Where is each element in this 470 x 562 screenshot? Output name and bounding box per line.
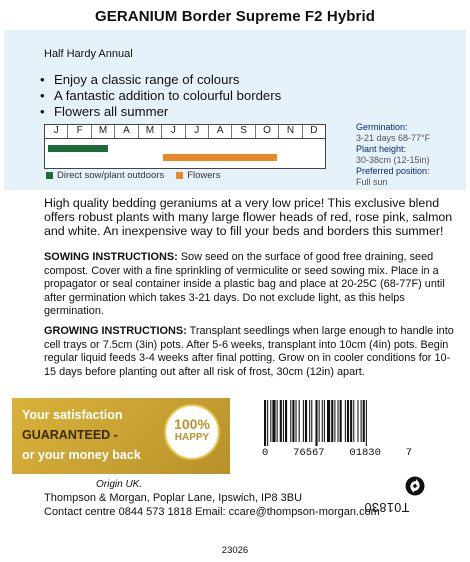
height-value: 30-38cm (12-15in) [356, 154, 430, 165]
barcode-bar [290, 400, 291, 442]
origin-text: Origin UK. [96, 479, 143, 490]
growing-heading: GROWING INSTRUCTIONS: [44, 325, 187, 337]
calendar-month: J [162, 125, 185, 138]
contact-line: Contact centre 0844 573 1818 Email: ccare@thompson-morgan.com [44, 505, 380, 518]
barcode-bar [272, 400, 275, 442]
barcode-bar [303, 400, 304, 442]
calendar-month: A [209, 125, 232, 138]
legend-flowers [176, 170, 220, 181]
legend-sow-swatch [46, 172, 53, 179]
barcode-digit-group: 7 [405, 447, 412, 459]
calendar-month: S [232, 125, 255, 138]
barcode-bar [350, 400, 352, 442]
sowing-instructions [44, 251, 456, 319]
barcode-bar [280, 400, 282, 442]
barcode-bar [347, 400, 349, 442]
badge-word: HAPPY [174, 432, 210, 443]
barcode-bar [361, 400, 362, 442]
growing-instructions [44, 325, 456, 379]
calendar-month: J [186, 125, 209, 138]
guarantee-line-3: or your money back [22, 448, 141, 462]
barcode-bar [366, 400, 367, 446]
barcode-bar [331, 400, 333, 442]
calendar-month: D [310, 125, 318, 136]
sow-period-bar [48, 145, 108, 152]
product-description: High quality bedding geraniums at a very low price! This exclusive blend offers robust plants with many large flower heads of red, rose pink, salmon and white. An inexpensive way to fill your beds and borders this summer! [44, 196, 453, 239]
germination-label: Germination: [356, 122, 408, 132]
barcode-digit-group: 01830 [349, 447, 381, 459]
barcode-bar [296, 400, 297, 442]
flower-period-bar [163, 154, 278, 161]
calendar-month: O [256, 125, 279, 138]
calendar-month: M [139, 125, 162, 138]
feature-item: • A fantastic addition to colourful borders [40, 88, 281, 104]
legend-sow [46, 170, 164, 181]
height-label: Plant height: [356, 144, 407, 154]
sowing-text: Sow seed on the surface of good free draining, seed compost. Cover with a fine sprinkling of vermiculite or seed sowing mix. Place in a propagator or seal container inside a plastic bag and place at 20-25C (68-77F) until after germination which takes 3-21 days. Do not exclude light, as this helps germination. [44, 251, 445, 318]
barcode-bar [340, 400, 342, 442]
position-value: Full sun [356, 176, 388, 187]
barcode-digits [262, 447, 412, 459]
barcode-bar [309, 400, 310, 442]
calendar-months [45, 125, 325, 139]
barcode-bar [311, 400, 312, 442]
barcode-bar [299, 400, 300, 442]
legend-flowers-swatch [176, 172, 183, 179]
barcode-bar [338, 400, 339, 442]
sowing-heading: SOWING INSTRUCTIONS: [44, 251, 178, 263]
calendar-month: N [279, 125, 302, 138]
barcode-bar [334, 400, 335, 442]
feature-list [40, 72, 281, 120]
calendar-month: A [115, 125, 138, 138]
badge-percent: 100% [174, 416, 210, 432]
barcode-bar [327, 400, 330, 442]
barcode [264, 400, 410, 446]
guarantee-line-2: GUARANTEED - [22, 428, 118, 442]
barcode-bar [270, 400, 271, 442]
legend-sow-label: Direct sow/plant outdoors [57, 170, 165, 181]
address-line: Thompson & Morgan, Poplar Lane, Ipswich, IP8 3BU [44, 492, 303, 504]
guarantee-line-1: Your satisfaction [22, 408, 123, 422]
position-label: Preferred position: [356, 166, 430, 176]
feature-item: • Enjoy a classic range of colours [40, 72, 281, 88]
barcode-bar [292, 400, 294, 442]
guarantee-banner [12, 398, 230, 474]
calendar-month: F [68, 125, 91, 138]
feature-item: • Flowers all summer [40, 104, 281, 120]
happy-badge [164, 404, 220, 460]
barcode-bar [315, 400, 317, 446]
plant-type: Half Hardy Annual [44, 48, 133, 60]
page-title: GERANIUM Border Supreme F2 Hybrid [94, 8, 375, 25]
barcode-bar [285, 400, 287, 442]
germination-value: 3-21 days 68-77°F [356, 132, 431, 143]
barcode-bar [319, 400, 320, 442]
barcode-bar [264, 400, 266, 446]
calendar-month: M [92, 125, 115, 138]
barcode-bar [353, 400, 354, 442]
barcode-bar [277, 400, 278, 442]
barcode-bar [357, 400, 358, 442]
growing-text: Transplant seedlings when large enough to handle into cell trays or 7.5cm (3in) pots. After 5-6 weeks, transplant into 10cm (4in) pots. Begin regular liquid feeds 3-4 weeks after final potting. Grow on in cooler conditions for 10-15 days before planting out after all risk of frost, 30cm (12in) apart. [44, 325, 454, 378]
footer-code: 23026 [221, 545, 249, 556]
barcode-bar [305, 400, 307, 442]
product-code: T01830 [364, 500, 410, 514]
legend-flowers-label: Flowers [187, 170, 221, 181]
recycle-icon [405, 476, 425, 496]
calendar-legend [46, 170, 232, 181]
barcode-bar [283, 400, 284, 442]
barcode-bar [267, 400, 268, 446]
barcode-bar [345, 400, 346, 442]
barcode-bar [363, 400, 365, 442]
barcode-bar [324, 400, 325, 442]
calendar-month: J [45, 125, 68, 138]
barcode-digit-group: 76567 [293, 447, 325, 459]
barcode-bar [322, 400, 323, 442]
company-address [44, 492, 380, 519]
barcode-digit-group: 0 [262, 447, 269, 459]
growing-info [356, 122, 466, 188]
growing-calendar [44, 124, 326, 169]
